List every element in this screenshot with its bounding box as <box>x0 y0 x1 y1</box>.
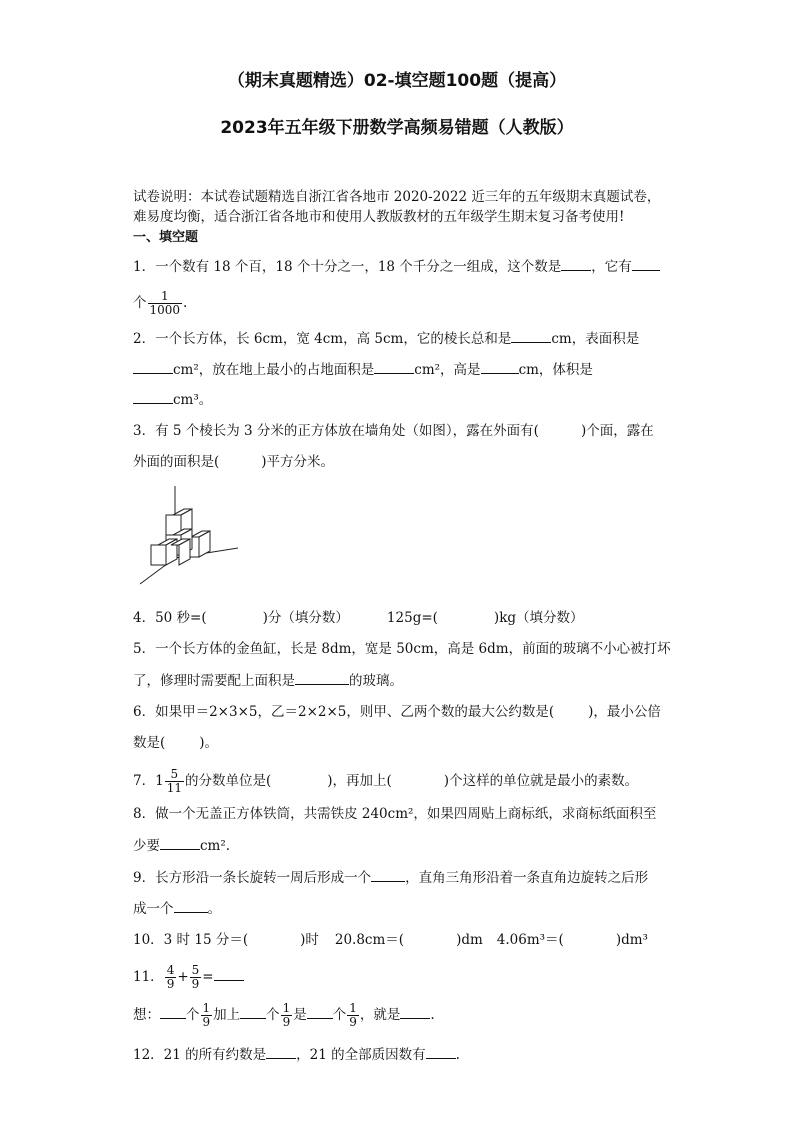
question-9-line-1: 9．长方形沿一条长旋转一周后形成一个 ，直角三角形沿着一条直角边旋转之后形 <box>133 870 649 886</box>
question-3-line-2: 外面的面积是( )平方分米。 <box>133 454 335 470</box>
answer-blank[interactable] <box>371 868 405 882</box>
answer-blank[interactable] <box>307 1005 333 1019</box>
answer-blank[interactable] <box>160 836 200 850</box>
question-12: 12．21 的所有约数是 ，21 的全部质因数有 . <box>133 1047 460 1063</box>
question-10: 10．3 时 15 分＝( )时 20.8cm＝( )dm 4.06m³＝( )dm³ <box>133 932 648 948</box>
question-2-line-3: cm³。 <box>133 390 212 409</box>
question-5-line-1: 5．一个长方体的金鱼缸，长是 8dm，宽是 50cm，高是 6dm，前面的玻璃不小心被打坏 <box>133 641 671 657</box>
document-title: （期末真题精选）02-填空题100题（提高） <box>227 71 567 91</box>
fraction: $\frac{1}{1000}$ <box>149 289 181 317</box>
answer-blank[interactable] <box>174 899 208 913</box>
question-6-line-2: 数是( )。 <box>133 735 219 751</box>
answer-blank[interactable] <box>426 1045 456 1059</box>
question-4: 4．50 秒=( )分（填分数） 125g=( )kg（填分数） <box>133 610 584 626</box>
answer-blank[interactable] <box>374 360 414 374</box>
question-8-line-1: 8．做一个无盖正方体铁筒，共需铁皮 240cm²，如果四周贴上商标纸，求商标纸面积至 <box>133 806 657 822</box>
answer-blank[interactable] <box>266 1045 296 1059</box>
answer-blank[interactable] <box>214 967 244 981</box>
question-3-line-1: 3．有 5 个棱长为 3 分米的正方体放在墙角处（如图），露在外面有( )个面，露在 <box>133 423 654 439</box>
intro-line-2: 难易度均衡，适合浙江省各地市和使用人教版教材的五年级学生期末复习备考使用! <box>133 209 625 225</box>
question-6-line-1: 6．如果甲＝2×3×5，乙＝2×2×5，则甲、乙两个数的最大公约数是( )，最小公倍 <box>133 704 661 720</box>
document-subtitle: 2023年五年级下册数学高频易错题（人教版） <box>220 118 574 138</box>
fraction: $\frac{5}{9}$ <box>191 963 200 991</box>
fraction: $\frac{5}{11}$ <box>166 767 182 795</box>
cube-corner-figure <box>138 484 243 588</box>
answer-blank[interactable] <box>632 257 660 271</box>
answer-blank[interactable] <box>160 1005 186 1019</box>
question-11-line-1: 11． $\frac{4}{9}$ + $\frac{5}{9}$ = <box>133 964 244 991</box>
fraction: $\frac{1}{9}$ <box>202 1001 211 1029</box>
question-1-line-1: 1．一个数有 18 个百，18 个十分之一，18 个千分之一组成，这个数是 ，它有 <box>133 257 660 276</box>
section-heading: 一、填空题 <box>133 230 199 245</box>
answer-blank[interactable] <box>400 1005 430 1019</box>
fraction: $\frac{1}{9}$ <box>282 1001 291 1029</box>
question-1-line-2: 个 $\frac{1}{1000}$ . <box>133 289 188 317</box>
fraction: $\frac{1}{9}$ <box>349 1001 357 1029</box>
answer-blank[interactable] <box>133 390 173 404</box>
question-5-line-2: 了，修理时需要配上面积是 的玻璃。 <box>133 673 403 689</box>
answer-blank[interactable] <box>295 671 349 685</box>
intro-line-1: 试卷说明：本试卷试题精选自浙江省各地市 2020-2022 近三年的五年级期末真题试卷， <box>133 189 661 205</box>
question-2-line-2: cm²，放在地上最小的占地面积是 cm²，高是 cm，体积是 <box>133 360 593 379</box>
answer-blank[interactable] <box>481 360 519 374</box>
question-9-line-2: 成一个 。 <box>133 901 221 917</box>
question-7: 7．1 $\frac{5}{11}$ 的分数单位是( )，再加上( )个这样的单位就是最小的素数。 <box>133 767 639 795</box>
question-11-line-2: 想： 个 $\frac{1}{9}$ 加上 个 $\frac{1}{9}$ 是 个 $\frac{1}{9}$ ，就是 . <box>133 1001 435 1029</box>
answer-blank[interactable] <box>133 360 173 374</box>
question-8-line-2: 少要 cm². <box>133 838 231 854</box>
answer-blank[interactable] <box>511 329 551 343</box>
question-2-line-1: 2．一个长方体，长 6cm，宽 4cm，高 5cm，它的棱长总和是 cm，表面积是 <box>133 331 640 347</box>
answer-blank[interactable] <box>240 1005 266 1019</box>
answer-blank[interactable] <box>561 257 591 271</box>
fraction: $\frac{4}{9}$ <box>166 963 175 991</box>
